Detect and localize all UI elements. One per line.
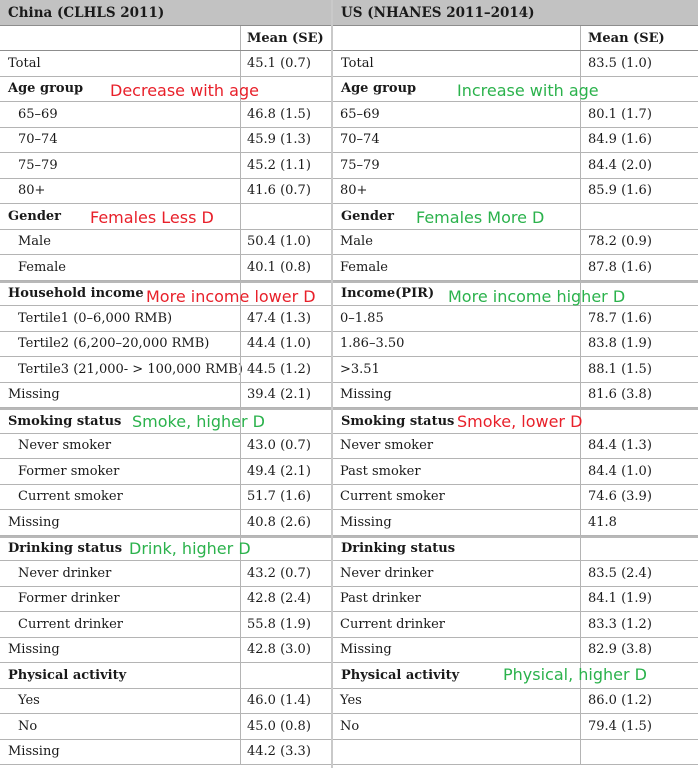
column-header: Mean (SE) xyxy=(580,26,698,50)
table-row xyxy=(0,714,331,740)
row-label: Total xyxy=(341,55,374,71)
mean-se-value xyxy=(580,283,698,306)
table-row xyxy=(0,638,331,664)
table-row xyxy=(333,153,698,179)
table-row xyxy=(0,485,331,511)
row-label: 65–69 xyxy=(18,106,58,122)
mean-se-value: 55.8 (1.9) xyxy=(240,612,331,637)
mean-se-value: 44.5 (1.2) xyxy=(240,357,331,382)
section-label: Gender xyxy=(8,208,62,224)
mean-se-value: 45.0 (0.8) xyxy=(240,714,331,739)
annotation-left-age: Decrease with age xyxy=(110,81,259,100)
section-header-row xyxy=(0,536,331,562)
china-table xyxy=(0,0,331,765)
mean-se-value: 40.1 (0.8) xyxy=(240,255,331,280)
table-row xyxy=(0,689,331,715)
section-label: Smoking status xyxy=(8,413,122,429)
mean-se-value: 84.4 (1.3) xyxy=(580,434,698,459)
row-label xyxy=(333,740,340,765)
mean-se-value xyxy=(240,204,331,229)
row-label: Tertile2 (6,200–20,000 RMB) xyxy=(18,336,210,352)
section-header-row xyxy=(333,204,698,230)
mean-se-value: 45.9 (1.3) xyxy=(240,128,331,153)
mean-se-value: 43.2 (0.7) xyxy=(240,561,331,586)
annotation-left-gender: Females Less D xyxy=(90,208,214,227)
table-row xyxy=(0,459,331,485)
mean-se-value xyxy=(240,410,331,433)
mean-se-value xyxy=(580,410,698,433)
mean-se-value xyxy=(580,663,698,688)
table-row xyxy=(333,179,698,205)
section-label: Smoking status xyxy=(341,413,455,429)
row-label: 75–79 xyxy=(340,157,380,173)
mean-se-value xyxy=(580,204,698,229)
mean-se-value: 83.3 (1.2) xyxy=(580,612,698,637)
row-label: Never drinker xyxy=(340,565,434,581)
table-row xyxy=(333,587,698,613)
row-label: Male xyxy=(340,234,373,250)
row-label: Past smoker xyxy=(340,463,421,479)
mean-se-value xyxy=(580,740,698,765)
mean-se-value: 78.7 (1.6) xyxy=(580,306,698,331)
annotation-left-income: More income lower D xyxy=(146,287,316,306)
table-title: China (CLHLS 2011) xyxy=(8,4,165,21)
mean-se-value: 83.8 (1.9) xyxy=(580,332,698,357)
row-label: No xyxy=(340,718,360,734)
table-row xyxy=(333,485,698,511)
section-label: Income(PIR) xyxy=(341,286,435,302)
table-row xyxy=(333,51,698,77)
row-label: Current smoker xyxy=(340,489,445,505)
mean-se-value: 45.2 (1.1) xyxy=(240,153,331,178)
table-row xyxy=(333,230,698,256)
mean-se-value: 39.4 (2.1) xyxy=(240,383,331,408)
row-label: Tertile1 (0–6,000 RMB) xyxy=(18,310,173,326)
table-row xyxy=(0,587,331,613)
mean-se-value: 85.9 (1.6) xyxy=(580,179,698,204)
table-title-row xyxy=(333,0,698,26)
table-row xyxy=(0,434,331,460)
row-label: 0–1.85 xyxy=(340,310,384,326)
mean-se-value: 84.1 (1.9) xyxy=(580,587,698,612)
mean-se-value: 41.6 (0.7) xyxy=(240,179,331,204)
row-label: Total xyxy=(8,55,41,71)
mean-se-value: 86.0 (1.2) xyxy=(580,689,698,714)
row-label: Current smoker xyxy=(18,489,123,505)
table-row xyxy=(333,510,698,536)
mean-se-value: 84.9 (1.6) xyxy=(580,128,698,153)
row-label: 80+ xyxy=(18,183,46,199)
annotation-left-smoking: Smoke, higher D xyxy=(132,412,265,431)
mean-se-value: 82.9 (3.8) xyxy=(580,638,698,663)
section-label: Drinking status xyxy=(8,541,123,557)
mean-se-value: 44.4 (1.0) xyxy=(240,332,331,357)
row-label: 70–74 xyxy=(340,132,380,148)
table-title: US (NHANES 2011–2014) xyxy=(341,4,535,21)
row-label: Missing xyxy=(8,642,60,658)
mean-se-value: 49.4 (2.1) xyxy=(240,459,331,484)
mean-se-value: 40.8 (2.6) xyxy=(240,510,331,535)
row-label: 80+ xyxy=(340,183,368,199)
mean-se-value: 88.1 (1.5) xyxy=(580,357,698,382)
table-row xyxy=(0,357,331,383)
row-label: No xyxy=(18,718,38,734)
mean-se-value: 51.7 (1.6) xyxy=(240,485,331,510)
table-row xyxy=(333,102,698,128)
table-row xyxy=(0,510,331,536)
table-row xyxy=(333,434,698,460)
row-label: Missing xyxy=(8,387,60,403)
row-label: 75–79 xyxy=(18,157,58,173)
row-label: Former smoker xyxy=(18,463,120,479)
table-row xyxy=(0,306,331,332)
mean-se-value: 46.0 (1.4) xyxy=(240,689,331,714)
mean-se-value xyxy=(240,663,331,688)
mean-se-value: 45.1 (0.7) xyxy=(240,51,331,76)
table-row xyxy=(0,51,331,77)
us-table xyxy=(333,0,698,765)
table-row xyxy=(0,179,331,205)
row-label: Never smoker xyxy=(340,438,434,454)
row-label: Missing xyxy=(8,514,60,530)
table-row xyxy=(333,689,698,715)
table-row xyxy=(333,332,698,358)
table-row xyxy=(333,612,698,638)
annotation-right-smoking: Smoke, lower D xyxy=(457,412,583,431)
mean-se-value: 79.4 (1.5) xyxy=(580,714,698,739)
mean-se-value: 83.5 (1.0) xyxy=(580,51,698,76)
table-row xyxy=(333,383,698,409)
table-row xyxy=(333,459,698,485)
annotation-right-income: More income higher D xyxy=(448,287,626,306)
mean-se-value xyxy=(580,77,698,102)
mean-se-value: 43.0 (0.7) xyxy=(240,434,331,459)
row-label: Missing xyxy=(340,642,392,658)
mean-se-value: 50.4 (1.0) xyxy=(240,230,331,255)
section-header-row xyxy=(0,204,331,230)
row-label: Never drinker xyxy=(18,565,112,581)
table-row xyxy=(333,306,698,332)
row-label: 1.86–3.50 xyxy=(340,336,405,352)
section-header-row xyxy=(0,281,331,307)
section-label: Gender xyxy=(341,208,395,224)
row-label: 65–69 xyxy=(340,106,380,122)
table-row xyxy=(0,612,331,638)
table-row xyxy=(0,561,331,587)
table-row xyxy=(333,561,698,587)
section-header-row xyxy=(333,77,698,103)
mean-se-value: 83.5 (2.4) xyxy=(580,561,698,586)
row-label: >3.51 xyxy=(340,361,380,377)
table-row xyxy=(0,128,331,154)
section-label: Age group xyxy=(8,81,84,97)
table-row xyxy=(0,740,331,766)
annotation-right-age: Increase with age xyxy=(457,81,599,100)
table-row xyxy=(0,230,331,256)
mean-se-value: 47.4 (1.3) xyxy=(240,306,331,331)
column-header: Mean (SE) xyxy=(240,26,331,50)
section-header-row xyxy=(0,77,331,103)
mean-se-value: 87.8 (1.6) xyxy=(580,255,698,280)
table-row xyxy=(333,357,698,383)
section-header-row xyxy=(333,536,698,562)
section-header-row xyxy=(0,663,331,689)
table-row xyxy=(0,255,331,281)
annotation-right-physical: Physical, higher D xyxy=(503,665,647,684)
table-row xyxy=(0,383,331,409)
mean-se-value: 78.2 (0.9) xyxy=(580,230,698,255)
row-label: Missing xyxy=(8,744,60,760)
section-label: Age group xyxy=(341,81,417,97)
mean-se-value: 42.8 (2.4) xyxy=(240,587,331,612)
mean-se-value: 41.8 xyxy=(580,510,698,535)
table-row xyxy=(333,638,698,664)
row-label: Female xyxy=(340,259,388,275)
row-label: Male xyxy=(18,234,51,250)
mean-se-value: 81.6 (3.8) xyxy=(580,383,698,408)
row-label: 70–74 xyxy=(18,132,58,148)
mean-se-value: 74.6 (3.9) xyxy=(580,485,698,510)
mean-se-value: 44.2 (3.3) xyxy=(240,740,331,765)
mean-se-value: 42.8 (3.0) xyxy=(240,638,331,663)
annotation-right-gender: Females More D xyxy=(416,208,545,227)
section-header-row xyxy=(333,281,698,307)
table-row xyxy=(0,332,331,358)
mean-se-value: 84.4 (1.0) xyxy=(580,459,698,484)
row-label: Yes xyxy=(18,693,40,709)
section-label: Household income xyxy=(8,286,144,302)
row-label: Former drinker xyxy=(18,591,120,607)
section-header-row xyxy=(333,663,698,689)
mean-se-value: 80.1 (1.7) xyxy=(580,102,698,127)
table-row xyxy=(333,255,698,281)
row-label: Current drinker xyxy=(340,616,446,632)
row-label: Tertile3 (21,000- > 100,000 RMB) xyxy=(18,361,243,377)
row-label: Yes xyxy=(340,693,362,709)
table-header-row xyxy=(0,26,331,51)
row-label: Female xyxy=(18,259,66,275)
table-header-row xyxy=(333,26,698,51)
mean-se-value xyxy=(580,538,698,561)
table-row xyxy=(333,714,698,740)
mean-se-value xyxy=(240,77,331,102)
table-row xyxy=(0,153,331,179)
mean-se-value: 84.4 (2.0) xyxy=(580,153,698,178)
section-label: Physical activity xyxy=(341,667,460,683)
mean-se-value xyxy=(240,538,331,561)
mean-se-value xyxy=(240,283,331,306)
table-row xyxy=(0,102,331,128)
table-title-row xyxy=(0,0,331,26)
row-label: Missing xyxy=(340,514,392,530)
annotation-left-drinking: Drink, higher D xyxy=(129,539,251,558)
row-label: Past drinker xyxy=(340,591,421,607)
row-label: Missing xyxy=(340,387,392,403)
section-header-row xyxy=(333,408,698,434)
section-header-row xyxy=(0,408,331,434)
mean-se-value: 46.8 (1.5) xyxy=(240,102,331,127)
section-label: Drinking status xyxy=(341,541,456,557)
section-label: Physical activity xyxy=(8,667,127,683)
row-label: Current drinker xyxy=(18,616,124,632)
row-label: Never smoker xyxy=(18,438,112,454)
table-row xyxy=(333,740,698,766)
table-row xyxy=(333,128,698,154)
